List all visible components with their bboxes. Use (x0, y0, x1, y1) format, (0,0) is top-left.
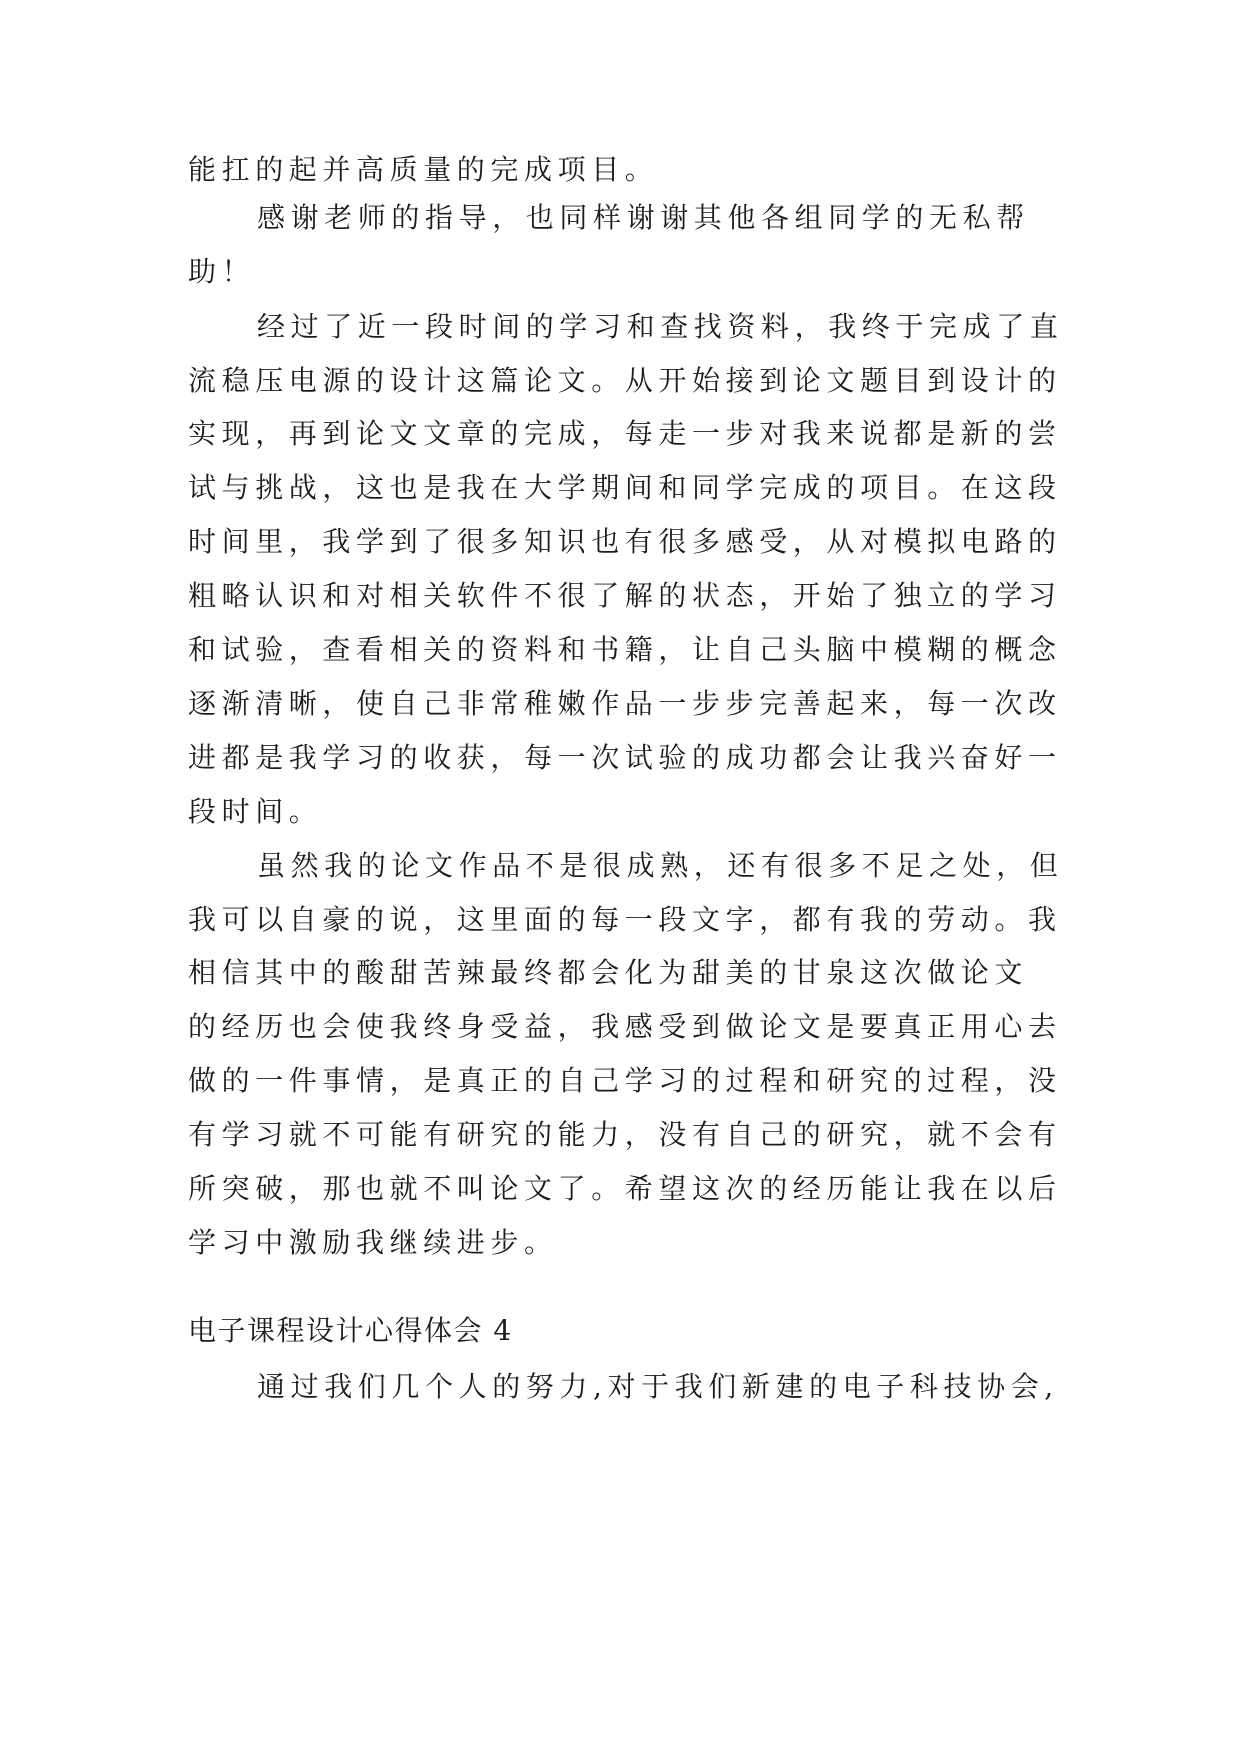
text-line: 流稳压电源的设计这篇论文。从开始接到论文题目到设计的 (188, 364, 1062, 397)
text-line: 虽然我的论文作品不是很成熟，还有很多不足之处，但 (257, 849, 1064, 882)
text-line: 助！ (188, 255, 256, 288)
text-line: 相信其中的酸甜苦辣最终都会化为甜美的甘泉这次做论文 (188, 956, 1029, 989)
text-line: 实现，再到论文文章的完成，每走一步对我来说都是新的尝 (188, 417, 1062, 450)
text-line: 段时间。 (188, 795, 323, 828)
text-line: 学习中激励我继续进步。 (188, 1226, 558, 1259)
text-line: 粗略认识和对相关软件不很了解的状态，开始了独立的学习 (188, 579, 1062, 612)
text-line: 进都是我学习的收获，每一次试验的成功都会让我兴奋好一 (188, 741, 1062, 774)
text-line: 做的一件事情，是真正的自己学习的过程和研究的过程，没 (188, 1064, 1062, 1097)
text-line: 通过我们几个人的努力,对于我们新建的电子科技协会, (257, 1370, 1059, 1403)
text-line: 有学习就不可能有研究的能力，没有自己的研究，就不会有 (188, 1118, 1062, 1151)
text-line: 所突破，那也就不叫论文了。希望这次的经历能让我在以后 (188, 1172, 1062, 1205)
section-heading: 电子课程设计心得体会 4 (188, 1314, 513, 1347)
text-line: 和试验，查看相关的资料和书籍，让自己头脑中模糊的概念 (188, 633, 1062, 666)
text-line: 逐渐清晰，使自己非常稚嫩作品一步步完善起来，每一次改 (188, 687, 1062, 720)
text-line: 我可以自豪的说，这里面的每一段文字，都有我的劳动。我 (188, 903, 1062, 936)
text-line: 经过了近一段时间的学习和查找资料，我终于完成了直 (257, 310, 1064, 343)
text-line: 的经历也会使我终身受益，我感受到做论文是要真正用心去 (188, 1010, 1062, 1043)
text-line: 能扛的起并高质量的完成项目。 (188, 153, 659, 186)
text-line: 感谢老师的指导，也同样谢谢其他各组同学的无私帮 (257, 201, 1030, 234)
text-line: 时间里，我学到了很多知识也有很多感受，从对模拟电路的 (188, 525, 1062, 558)
text-line: 试与挑战，这也是我在大学期间和同学完成的项目。在这段 (188, 471, 1062, 504)
